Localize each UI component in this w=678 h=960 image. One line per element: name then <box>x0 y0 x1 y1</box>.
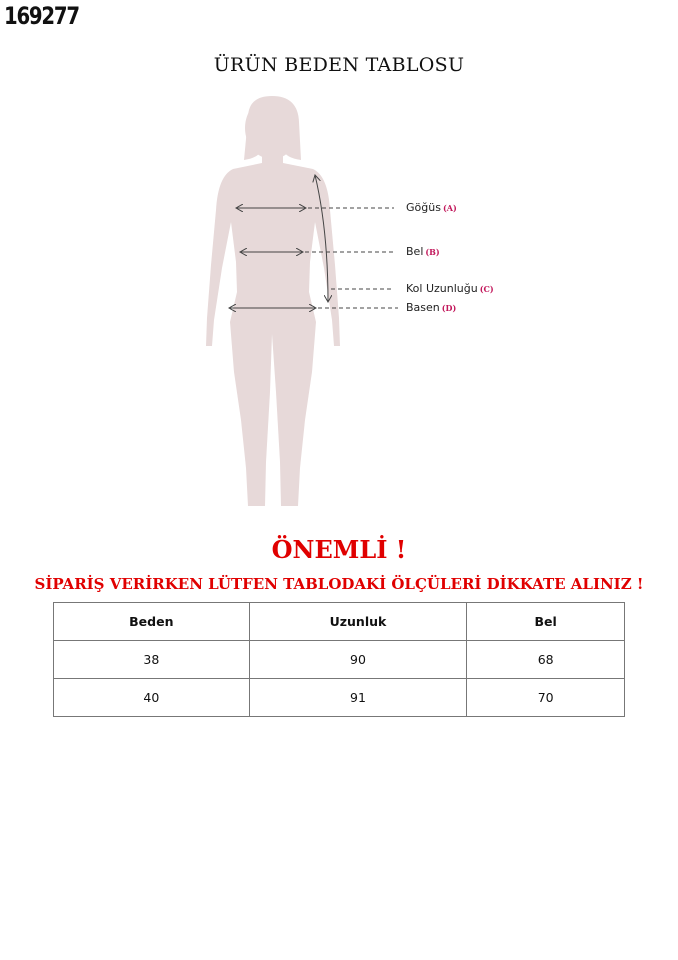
product-code: 169277 <box>4 2 79 30</box>
measurement-name: Basen <box>406 301 440 314</box>
measurement-label-hips <box>406 301 456 314</box>
table-header-row <box>54 603 625 641</box>
measurement-label-waist <box>406 245 440 258</box>
measurement-code: (B) <box>425 247 440 257</box>
table-row <box>54 641 625 679</box>
measurement-name: Kol Uzunluğu <box>406 282 478 295</box>
silhouette <box>206 96 340 506</box>
column-header: Bel <box>467 603 625 641</box>
table-cell: 38 <box>54 641 250 679</box>
measurement-label-chest <box>406 201 457 214</box>
important-heading: ÖNEMLİ ! <box>271 535 407 564</box>
warning-message: SİPARİŞ VERİRKEN LÜTFEN TABLODAKİ ÖLÇÜLERİ DİKKATE ALINIZ ! <box>34 575 644 593</box>
column-header: Beden <box>54 603 250 641</box>
measurement-label-arm-length <box>406 282 494 295</box>
table-cell: 40 <box>54 679 250 717</box>
column-header: Uzunluk <box>249 603 467 641</box>
table-row <box>54 679 625 717</box>
table-cell: 91 <box>249 679 467 717</box>
measurement-code: (D) <box>441 303 457 313</box>
measurement-code: (C) <box>479 284 494 294</box>
table-cell: 68 <box>467 641 625 679</box>
table-cell: 70 <box>467 679 625 717</box>
page-title: ÜRÜN BEDEN TABLOSU <box>213 54 465 76</box>
table-cell: 90 <box>249 641 467 679</box>
measurement-code: (A) <box>442 203 457 213</box>
size-table <box>53 602 625 717</box>
measurement-name: Göğüs <box>406 201 441 214</box>
measurement-name: Bel <box>406 245 424 258</box>
